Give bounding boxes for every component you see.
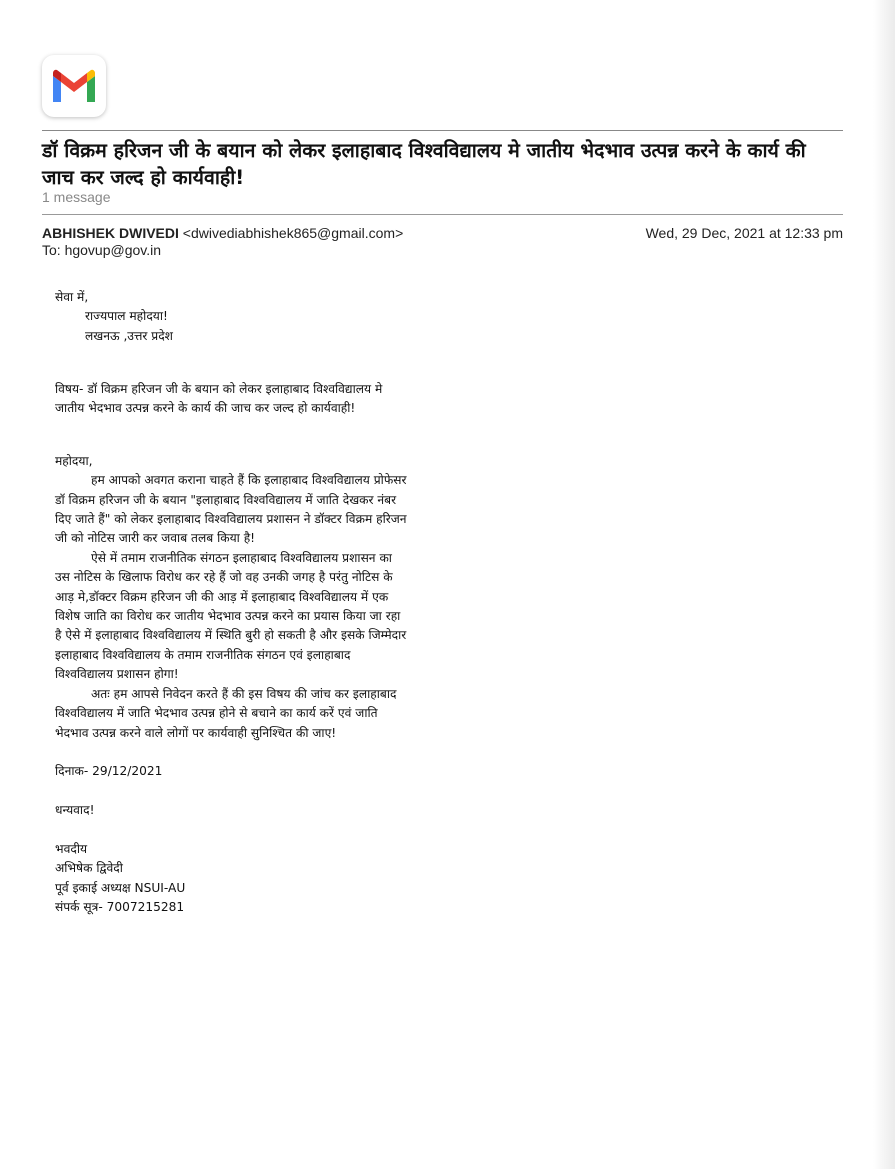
page-edge-shadow xyxy=(873,0,895,1169)
message-count: 1 message xyxy=(42,189,111,205)
paragraph-line: ऐसे में तमाम राजनीतिक संगठन इलाहाबाद विश्वविद्यालय प्रशासन का xyxy=(91,550,392,565)
signature-contact: संपर्क सूत्र- 7007215281 xyxy=(55,900,185,915)
letter-recipient-place: लखनऊ ,उत्तर प्रदेश xyxy=(85,328,173,343)
email-subject: डॉ विक्रम हरिजन जी के बयान को लेकर इलाहाबाद विश्वविद्यालय मे जातीय भेदभाव उत्पन्न करने के कार्य की जाच कर जल्द हो कार्यवाही! xyxy=(42,139,806,189)
header-divider xyxy=(42,130,843,131)
paragraph-line: अतः हम आपसे निवेदन करते हैं की इस विषय की जांच कर इलाहाबाद xyxy=(91,686,397,701)
letter-greeting: महोदया, xyxy=(55,453,93,468)
paragraph-line: भेदभाव उत्पन्न करने वाले लोगों पर कार्यवाही सुनिश्चित की जाए! xyxy=(55,725,337,740)
paragraph-line: जी को नोटिस जारी कर जवाब तलब किया है! xyxy=(55,531,256,546)
letter-thanks: धन्यवाद! xyxy=(55,803,95,818)
paragraph-line: है ऐसे में इलाहाबाद विश्वविद्यालय में स्थिति बुरी हो सकती है और इसके जिम्मेदार xyxy=(55,628,407,643)
paragraph-line: उस नोटिस के खिलाफ विरोध कर रहे हैं जो वह उनकी जगह है परंतु नोटिस के xyxy=(55,570,393,585)
signature-title: पूर्व इकाई अध्यक्ष NSUI-AU xyxy=(55,880,186,895)
sender-line xyxy=(42,225,403,241)
paragraph-line: हम आपको अवगत कराना चाहते हैं कि इलाहाबाद विश्वविद्यालय प्रोफेसर xyxy=(91,473,407,488)
paragraph-line: डॉ विक्रम हरिजन जी के बयान "इलाहाबाद विश्वविद्यालय में जाति देखकर नंबर xyxy=(55,492,397,507)
paragraph-line: इलाहाबाद विश्वविद्यालय के तमाम राजनीतिक संगठन एवं इलाहाबाद xyxy=(55,647,351,662)
letter-date: दिनाक- 29/12/2021 xyxy=(55,764,163,779)
letter-subject-line: जातीय भेदभाव उत्पन्न करने के कार्य की जाच कर जल्द हो कार्यवाही! xyxy=(55,401,356,416)
paragraph-line: विश्वविद्यालय में जाति भेदभाव उत्पन्न होने से बचाने का कार्य करें एवं जाति xyxy=(55,706,378,721)
sender-email: <dwivediabhishek865@gmail.com> xyxy=(182,225,404,241)
paragraph-line: दिए जाते हैं" को लेकर इलाहाबाद विश्वविद्यालय प्रशासन ने डॉक्टर विक्रम हरिजन xyxy=(55,512,407,527)
email-date: Wed, 29 Dec, 2021 at 12:33 pm xyxy=(645,225,843,241)
gmail-logo-graphic xyxy=(50,68,98,104)
signature-name: अभिषेक द्विवेदी xyxy=(55,861,123,876)
letter-closing: भवदीय xyxy=(55,841,88,856)
paragraph-line: विश्वविद्यालय प्रशासन होगा! xyxy=(55,667,179,682)
subject-divider xyxy=(42,214,843,215)
recipient-line: To: hgovup@gov.in xyxy=(42,242,162,258)
gmail-logo-icon xyxy=(42,55,106,117)
sender-name: ABHISHEK DWIVEDI xyxy=(42,225,179,241)
paragraph-line: आड़ मे,डॉक्टर विक्रम हरिजन जी की आड़ में इलाहाबाद विश्वविद्यालय में एक xyxy=(55,589,389,604)
paragraph-line: विशेष जाति का विरोध कर जातीय भेदभाव उत्पन्न करने का प्रयास किया जा रहा xyxy=(55,609,401,624)
letter-subject-line: विषय- डॉ विक्रम हरिजन जी के बयान को लेकर इलाहाबाद विश्वविद्यालय मे xyxy=(55,381,383,396)
letter-body xyxy=(55,288,485,918)
letter-recipient-title: राज्यपाल महोदया! xyxy=(85,309,168,324)
letter-salutation: सेवा में, xyxy=(55,290,89,304)
